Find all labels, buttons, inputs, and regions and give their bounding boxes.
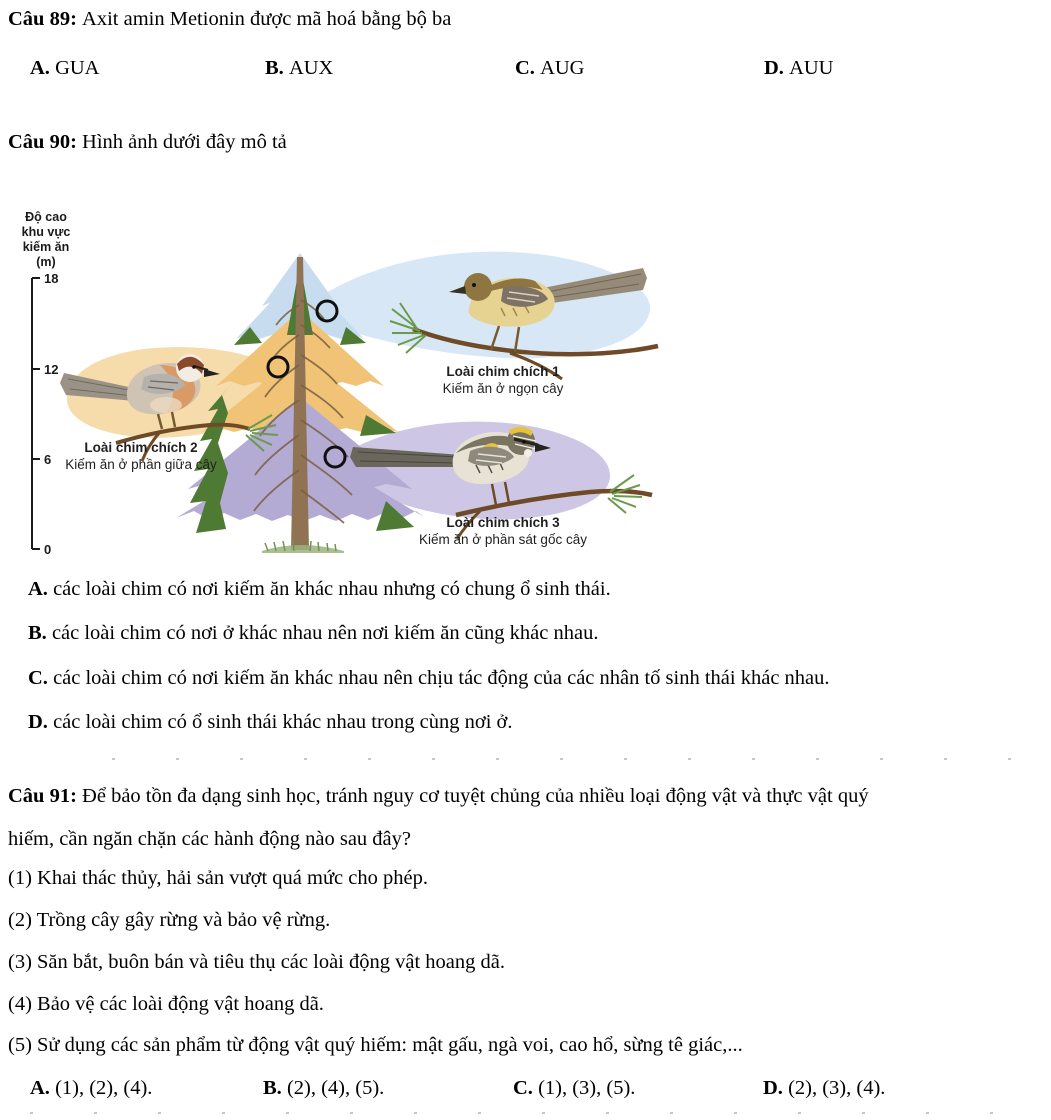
q91-text-line1: Để bảo tồn đa dạng sinh học, tránh nguy cơ tuyệt chủng của nhiều loại động vật và thực vật quý <box>82 785 869 807</box>
q91-option-d-text: (2), (3), (4). <box>788 1077 886 1099</box>
axis-tick-18: 18 <box>44 271 59 286</box>
section-divider-2 <box>30 1112 1040 1114</box>
q89-option-d-label: D. <box>764 57 784 79</box>
q89-option-a-label: A. <box>30 57 50 79</box>
section-divider-1 <box>112 758 1040 760</box>
q89-number: Câu 89: <box>8 8 77 30</box>
q89-question <box>8 7 451 31</box>
q89-option-c-label: C. <box>515 57 535 79</box>
q91-statement-3: (3) Săn bắt, buôn bán và tiêu thụ các loài động vật hoang dã. <box>8 951 505 973</box>
q91-option-d <box>763 1076 885 1100</box>
bird-3-eye <box>522 440 526 444</box>
axis-title-line4: (m) <box>36 255 56 269</box>
q91-option-a-label: A. <box>30 1077 50 1099</box>
bird-2-desc: Kiếm ăn ở phần giữa cây <box>65 457 217 472</box>
q91-question-line1 <box>8 784 869 808</box>
q91-option-b-label: B. <box>263 1077 282 1099</box>
q90-option-a <box>28 577 611 601</box>
q89-option-c <box>515 56 584 80</box>
q90-option-c-text: các loài chim có nơi kiếm ăn khác nhau nên chịu tác động của các nhân tố sinh thái khác nhau. <box>53 667 830 689</box>
axis-tick-6: 6 <box>44 452 52 467</box>
q91-statement-5: (5) Sử dụng các sản phẩm từ động vật quý hiếm: mật gấu, ngà voi, cao hổ, sừng tê giác,... <box>8 1034 743 1056</box>
bird-3-throat <box>524 449 532 457</box>
q91-statement-2: (2) Trồng cây gây rừng và bảo vệ rừng. <box>8 909 331 931</box>
q90-option-c <box>28 666 830 690</box>
q91-question-line2 <box>8 827 411 851</box>
q90-option-c-label: C. <box>28 667 48 689</box>
q90-option-d <box>28 710 513 734</box>
q91-statement-1: (1) Khai thác thủy, hải sản vượt quá mức cho phép. <box>8 867 428 889</box>
q89-option-d-text: AUU <box>789 57 834 79</box>
axis-ticks <box>32 278 40 549</box>
q90-option-d-label: D. <box>28 711 48 733</box>
bird-3-name: Loài chim chích 3 <box>446 515 560 530</box>
q90-option-b-label: B. <box>28 622 47 644</box>
q91-option-c-label: C. <box>513 1077 533 1099</box>
bird-1-eye <box>472 283 476 287</box>
q91-option-d-label: D. <box>763 1077 783 1099</box>
axis-tick-0: 0 <box>44 542 52 557</box>
q90-number: Câu 90: <box>8 131 77 153</box>
bird-3-desc: Kiếm ăn ở phần sát gốc cây <box>419 532 587 547</box>
q90-question <box>8 130 287 154</box>
bird-1-name: Loài chim chích 1 <box>446 364 560 379</box>
q89-text: Axit amin Metionin được mã hoá bằng bộ ba <box>82 8 452 30</box>
q89-option-a-text: GUA <box>55 57 100 79</box>
q90-option-d-text: các loài chim có ổ sinh thái khác nhau trong cùng nơi ở. <box>53 711 513 733</box>
bird-2-name: Loài chim chích 2 <box>84 440 198 455</box>
bird-2-eye <box>192 365 196 369</box>
q89-option-b-text: AUX <box>288 57 334 79</box>
q91-text-line2: hiếm, cần ngăn chặn các hành động nào sau đây? <box>8 828 412 850</box>
q91-option-b-text: (2), (4), (5). <box>286 1077 385 1099</box>
q91-number: Câu 91: <box>8 785 77 807</box>
axis-title-line2: khu vực <box>21 225 71 239</box>
q91-option-c-text: (1), (3), (5). <box>538 1077 636 1099</box>
q91-option-a-text: (1), (2), (4). <box>55 1077 153 1099</box>
q89-option-b-label: B. <box>265 57 284 79</box>
q89-option-c-text: AUG <box>540 57 585 79</box>
q89-option-d <box>764 56 833 80</box>
q90-option-b <box>28 621 598 645</box>
axis-title-line1: Độ cao <box>25 210 67 224</box>
axis-title-line3: kiếm ăn <box>22 240 70 254</box>
q90-text: Hình ảnh dưới đây mô tả <box>82 131 287 153</box>
bird-niche-figure <box>10 205 710 565</box>
q90-option-a-text: các loài chim có nơi kiếm ăn khác nhau nhưng có chung ổ sinh thái. <box>53 578 611 600</box>
bird-1-desc: Kiếm ăn ở ngọn cây <box>442 381 564 396</box>
q91-option-b <box>263 1076 384 1100</box>
q90-option-a-label: A. <box>28 578 48 600</box>
q89-option-a <box>30 56 99 80</box>
q89-option-b <box>265 56 333 80</box>
q91-statement-4: (4) Bảo vệ các loài động vật hoang dã. <box>8 993 324 1015</box>
axis-tick-12: 12 <box>44 362 59 377</box>
q90-option-b-text: các loài chim có nơi ở khác nhau nên nơi kiếm ăn cũng khác nhau. <box>51 622 599 644</box>
q91-option-a <box>30 1076 152 1100</box>
q91-option-c <box>513 1076 635 1100</box>
